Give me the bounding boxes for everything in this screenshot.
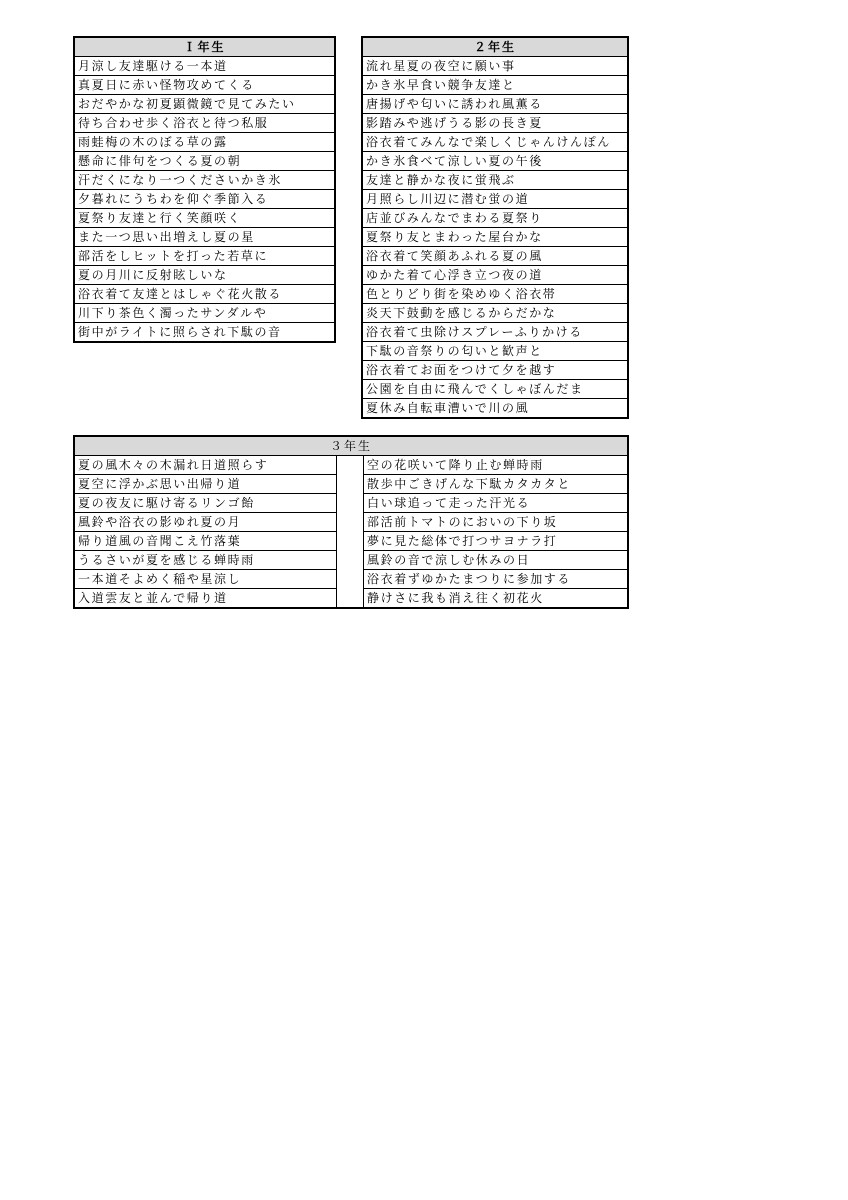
table-row: 浴衣着て友達とはしゃぐ花火散る <box>75 285 334 304</box>
grade3-body <box>75 456 627 607</box>
table-row: 真夏日に赤い怪物攻めてくる <box>75 76 334 95</box>
table-row: 入道雲友と並んで帰り道 <box>78 591 228 605</box>
table-row: 夏祭り友とまわった屋台かな <box>363 228 627 247</box>
table-row: 夢に見た総体で打つサヨナラ打 <box>364 532 629 551</box>
table-row: 影踏みや逃げうる影の長き夏 <box>363 114 627 133</box>
table-row: 帰り道風の音聞こえ竹落葉 <box>75 532 336 551</box>
table-row: 雨蛙梅の木のぼる草の露 <box>75 133 334 152</box>
table-row: ゆかた着て心浮き立つ夜の道 <box>363 266 627 285</box>
table-row: 浴衣着て笑顔あふれる夏の風 <box>363 247 627 266</box>
table-row: 夏空に浮かぶ思い出帰り道 <box>75 475 336 494</box>
table-row: 唐揚げや匂いに誘われ風薫る <box>363 95 627 114</box>
table-row: 下駄の音祭りの匂いと歓声と <box>363 342 627 361</box>
table-row: 空の花咲いて降り止む蝉時雨 <box>364 456 629 475</box>
grade1-haiku-table <box>73 36 336 343</box>
grade2-rows <box>363 57 627 417</box>
table-row: 店並びみんなでまわる夏祭り <box>363 209 627 228</box>
table-row: 浴衣着て虫除けスプレーふりかける <box>363 323 627 342</box>
grade3-haiku-table <box>73 435 629 609</box>
table-row: 懸命に俳句をつくる夏の朝 <box>75 152 334 171</box>
table-row: かき氷食べて涼しい夏の午後 <box>363 152 627 171</box>
table-row: おだやかな初夏顕微鏡で見てみたい <box>75 95 334 114</box>
grade3-spacer-column <box>336 456 364 607</box>
table-row: 色とりどり街を染めゆく浴衣帯 <box>363 285 627 304</box>
grade3-left-column <box>75 456 336 607</box>
table-row: 浴衣着てお面をつけて夕を越す <box>363 361 627 380</box>
table-row: 風鈴や浴衣の影ゆれ夏の月 <box>75 513 336 532</box>
grade1-rows <box>75 57 334 341</box>
table-row: 浴衣着ずゆかたまつりに参加する <box>364 570 629 589</box>
table-row: 夏休み自転車漕いで川の風 <box>366 401 530 415</box>
table-row: 静けさに我も消え往く初花火 <box>367 591 544 605</box>
table-row: 待ち合わせ歩く浴衣と待つ私服 <box>75 114 334 133</box>
grade2-header: ２年生 <box>363 38 627 57</box>
grade2-haiku-table <box>361 36 629 419</box>
table-row: かき氷早食い競争友達と <box>363 76 627 95</box>
table-row: 月涼し友達駆ける一本道 <box>75 57 334 76</box>
grade3-header: ３年生 <box>75 437 627 456</box>
table-row: 夏の夜友に駆け寄るリンゴ飴 <box>75 494 336 513</box>
table-row: うるさいが夏を感じる蝉時雨 <box>75 551 336 570</box>
table-row: 夏の風木々の木漏れ日道照らす <box>75 456 336 475</box>
table-row: 公園を自由に飛んでくしゃぼんだま <box>363 380 627 399</box>
table-row: 白い球追って走った汗光る <box>364 494 629 513</box>
table-row: 部活をしヒットを打った若草に <box>75 247 334 266</box>
table-row: 部活前トマトのにおいの下り坂 <box>364 513 629 532</box>
table-row: 流れ星夏の夜空に願い事 <box>363 57 627 76</box>
table-row: 炎天下鼓動を感じるからだかな <box>363 304 627 323</box>
table-row: 風鈴の音で涼しむ休みの日 <box>364 551 629 570</box>
table-row: 一本道そよめく稲や星涼し <box>75 570 336 589</box>
table-row: 川下り茶色く濁ったサンダルや <box>75 304 334 323</box>
table-row: 月照らし川辺に潜む蛍の道 <box>363 190 627 209</box>
table-row: 浴衣着てみんなで楽しくじゃんけんぽん <box>363 133 627 152</box>
table-row: 散歩中ごきげんな下駄カタカタと <box>364 475 629 494</box>
table-row: また一つ思い出増えし夏の星 <box>75 228 334 247</box>
table-row: 夏の月川に反射眩しいな <box>75 266 334 285</box>
table-row: 友達と静かな夜に蛍飛ぶ <box>363 171 627 190</box>
table-row: 街中がライトに照らされ下駄の音 <box>78 325 282 339</box>
grade3-right-column <box>364 456 629 607</box>
table-row: 夕暮れにうちわを仰ぐ季節入る <box>75 190 334 209</box>
table-row: 夏祭り友達と行く笑顔咲く <box>75 209 334 228</box>
table-row: 汗だくになり一つくださいかき氷 <box>75 171 334 190</box>
grade1-header: Ｉ年生 <box>75 38 334 57</box>
